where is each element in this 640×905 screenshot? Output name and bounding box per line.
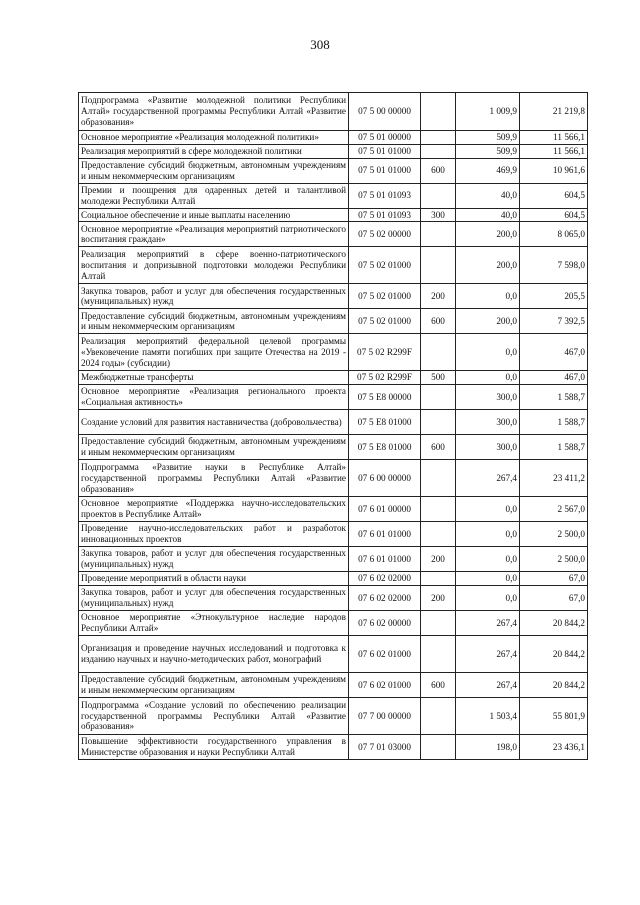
table-row (79, 610, 588, 635)
cell-v2: 11 566,1 (520, 144, 588, 158)
cell-v1: 0,0 (456, 497, 520, 522)
cell-v2: 2 500,0 (520, 522, 588, 547)
cell-v1: 1 503,4 (456, 697, 520, 734)
cell-type (421, 734, 456, 759)
cell-v2: 7 598,0 (520, 247, 588, 284)
table-row (79, 183, 588, 208)
cell-v1: 1 009,9 (456, 93, 520, 131)
cell-type (421, 522, 456, 547)
cell-v1: 198,0 (456, 734, 520, 759)
cell-v2: 23 436,1 (520, 734, 588, 759)
cell-code: 07 5 E8 01000 (349, 410, 421, 435)
cell-v2: 1 588,7 (520, 385, 588, 410)
cell-code: 07 6 01 00000 (349, 497, 421, 522)
cell-v2: 10 961,6 (520, 158, 588, 183)
cell-v2: 2 567,0 (520, 497, 588, 522)
cell-v1: 0,0 (456, 572, 520, 586)
cell-code: 07 5 02 R299F (349, 371, 421, 385)
table-row (79, 672, 588, 697)
cell-type: 600 (421, 435, 456, 460)
table-row (79, 93, 588, 131)
cell-v1: 509,9 (456, 144, 520, 158)
cell-code: 07 6 02 01000 (349, 672, 421, 697)
cell-v2: 1 588,7 (520, 435, 588, 460)
cell-type (421, 131, 456, 145)
table-row (79, 572, 588, 586)
cell-name: Реализация мероприятий в сфере молодежной политики (79, 144, 349, 158)
cell-v1: 0,0 (456, 522, 520, 547)
cell-code: 07 6 02 00000 (349, 610, 421, 635)
cell-type: 200 (421, 585, 456, 610)
table-row (79, 497, 588, 522)
cell-v2: 205,5 (520, 284, 588, 309)
cell-code: 07 5 01 01000 (349, 144, 421, 158)
cell-v1: 509,9 (456, 131, 520, 145)
cell-v2: 8 065,0 (520, 222, 588, 247)
cell-name: Закупка товаров, работ и услуг для обеспечения государственных (муниципальных) нужд (79, 284, 349, 309)
cell-code: 07 5 01 00000 (349, 131, 421, 145)
cell-code: 07 5 01 01093 (349, 183, 421, 208)
cell-name: Реализация мероприятий федеральной целевой программы «Увековечение памяти погибших при защите Отечества на 2019 - 2024 годы» (субсидии) (79, 334, 349, 371)
cell-name: Организация и проведение научных исследований и подготовка к изданию научных и научно-методических работ, монографий (79, 635, 349, 672)
table-row (79, 410, 588, 435)
cell-v1: 267,4 (456, 635, 520, 672)
cell-v1: 200,0 (456, 222, 520, 247)
cell-v2: 2 500,0 (520, 547, 588, 572)
cell-v1: 40,0 (456, 183, 520, 208)
cell-type: 200 (421, 547, 456, 572)
cell-code: 07 6 02 02000 (349, 585, 421, 610)
cell-v2: 21 219,8 (520, 93, 588, 131)
cell-code: 07 7 00 00000 (349, 697, 421, 734)
cell-v1: 40,0 (456, 208, 520, 222)
cell-code: 07 5 E8 01000 (349, 435, 421, 460)
cell-type (421, 460, 456, 497)
cell-type (421, 93, 456, 131)
cell-v1: 300,0 (456, 385, 520, 410)
cell-name: Проведение мероприятий в области науки (79, 572, 349, 586)
cell-name: Реализация мероприятий в сфере военно-патриотического воспитания и допризывной подготовки молодежи Республики Алтай (79, 247, 349, 284)
cell-code: 07 6 01 01000 (349, 522, 421, 547)
table-row (79, 734, 588, 759)
table-row (79, 208, 588, 222)
cell-name: Основное мероприятие «Этнокультурное наследие народов Республики Алтай» (79, 610, 349, 635)
cell-type (421, 572, 456, 586)
cell-v2: 7 392,5 (520, 309, 588, 334)
cell-v2: 467,0 (520, 334, 588, 371)
cell-type (421, 497, 456, 522)
cell-code: 07 5 00 00000 (349, 93, 421, 131)
cell-name: Основное мероприятие «Реализация молодежной политики» (79, 131, 349, 145)
cell-name: Закупка товаров, работ и услуг для обеспечения государственных (муниципальных) нужд (79, 547, 349, 572)
cell-v2: 604,5 (520, 208, 588, 222)
cell-v2: 20 844,2 (520, 672, 588, 697)
cell-v1: 469,9 (456, 158, 520, 183)
cell-code: 07 5 E8 00000 (349, 385, 421, 410)
cell-v2: 55 801,9 (520, 697, 588, 734)
cell-code: 07 5 02 R299F (349, 334, 421, 371)
cell-type (421, 610, 456, 635)
cell-name: Повышение эффективности государственного управления в Министерстве образования и науки Республики Алтай (79, 734, 349, 759)
cell-code: 07 5 02 01000 (349, 284, 421, 309)
cell-name: Основное мероприятие «Реализация мероприятий патриотического воспитания граждан» (79, 222, 349, 247)
table-row (79, 247, 588, 284)
cell-v1: 300,0 (456, 410, 520, 435)
cell-type (421, 334, 456, 371)
cell-name: Премии и поощрения для одаренных детей и талантливой молодежи Республики Алтай (79, 183, 349, 208)
cell-v1: 0,0 (456, 284, 520, 309)
cell-name: Подпрограмма «Создание условий по обеспечению реализации государственной программы Республики Алтай «Развитие образования» (79, 697, 349, 734)
cell-code: 07 6 01 01000 (349, 547, 421, 572)
cell-type (421, 247, 456, 284)
cell-v2: 67,0 (520, 572, 588, 586)
cell-code: 07 5 01 01093 (349, 208, 421, 222)
table-row (79, 284, 588, 309)
cell-v2: 467,0 (520, 371, 588, 385)
cell-code: 07 7 01 03000 (349, 734, 421, 759)
cell-v1: 300,0 (456, 435, 520, 460)
cell-v2: 67,0 (520, 585, 588, 610)
cell-type: 300 (421, 208, 456, 222)
cell-type: 600 (421, 158, 456, 183)
table-row (79, 385, 588, 410)
cell-code: 07 6 02 01000 (349, 635, 421, 672)
table-row (79, 460, 588, 497)
cell-v1: 200,0 (456, 247, 520, 284)
cell-v1: 267,4 (456, 460, 520, 497)
cell-v1: 0,0 (456, 371, 520, 385)
cell-name: Предоставление субсидий бюджетным, автономным учреждениям и иным некоммерческим организациям (79, 309, 349, 334)
cell-v2: 20 844,2 (520, 635, 588, 672)
cell-v2: 604,5 (520, 183, 588, 208)
cell-type: 200 (421, 284, 456, 309)
cell-name: Закупка товаров, работ и услуг для обеспечения государственных (муниципальных) нужд (79, 585, 349, 610)
cell-v2: 23 411,2 (520, 460, 588, 497)
table-row (79, 131, 588, 145)
cell-v2: 11 566,1 (520, 131, 588, 145)
table-row (79, 158, 588, 183)
cell-type (421, 410, 456, 435)
cell-name: Предоставление субсидий бюджетным, автономным учреждениям и иным некоммерческим организациям (79, 672, 349, 697)
table-row (79, 522, 588, 547)
cell-type (421, 183, 456, 208)
cell-code: 07 5 01 01000 (349, 158, 421, 183)
cell-type: 600 (421, 672, 456, 697)
cell-name: Социальное обеспечение и иные выплаты населению (79, 208, 349, 222)
cell-code: 07 5 02 01000 (349, 247, 421, 284)
cell-name: Подпрограмма «Развитие молодежной политики Республики Алтай» государственной программы Республики Алтай «Развитие образования» (79, 93, 349, 131)
cell-type (421, 144, 456, 158)
cell-code: 07 6 00 00000 (349, 460, 421, 497)
cell-v1: 0,0 (456, 547, 520, 572)
cell-name: Подпрограмма «Развитие науки в Республике Алтай» государственной программы Республики Алтай «Развитие образования» (79, 460, 349, 497)
cell-type (421, 635, 456, 672)
cell-v1: 0,0 (456, 334, 520, 371)
cell-name: Межбюджетные трансферты (79, 371, 349, 385)
table-row (79, 144, 588, 158)
cell-name: Создание условий для развития наставничества (добровольчества) (79, 410, 349, 435)
table-row (79, 334, 588, 371)
cell-v1: 200,0 (456, 309, 520, 334)
table-row (79, 697, 588, 734)
cell-type: 500 (421, 371, 456, 385)
cell-name: Проведение научно-исследовательских работ и разработок инновационных проектов (79, 522, 349, 547)
table-row (79, 309, 588, 334)
table-row (79, 585, 588, 610)
cell-v1: 0,0 (456, 585, 520, 610)
table-row (79, 435, 588, 460)
table-row (79, 222, 588, 247)
page-number: 308 (310, 37, 330, 52)
budget-table (78, 92, 588, 760)
cell-name: Предоставление субсидий бюджетным, автономным учреждениям и иным некоммерческим организациям (79, 158, 349, 183)
table-row (79, 547, 588, 572)
cell-type: 600 (421, 309, 456, 334)
cell-name: Основное мероприятие «Поддержка научно-исследовательских проектов в Республике Алтай» (79, 497, 349, 522)
cell-v1: 267,4 (456, 672, 520, 697)
cell-name: Предоставление субсидий бюджетным, автономным учреждениям и иным некоммерческим организациям (79, 435, 349, 460)
cell-v1: 267,4 (456, 610, 520, 635)
cell-type (421, 222, 456, 247)
cell-code: 07 5 02 01000 (349, 309, 421, 334)
cell-type (421, 385, 456, 410)
cell-v2: 1 588,7 (520, 410, 588, 435)
cell-code: 07 5 02 00000 (349, 222, 421, 247)
budget-table-body (79, 93, 588, 760)
table-row (79, 371, 588, 385)
cell-name: Основное мероприятие «Реализация регионального проекта «Социальная активность» (79, 385, 349, 410)
table-row (79, 635, 588, 672)
cell-v2: 20 844,2 (520, 610, 588, 635)
cell-type (421, 697, 456, 734)
cell-code: 07 6 02 02000 (349, 572, 421, 586)
